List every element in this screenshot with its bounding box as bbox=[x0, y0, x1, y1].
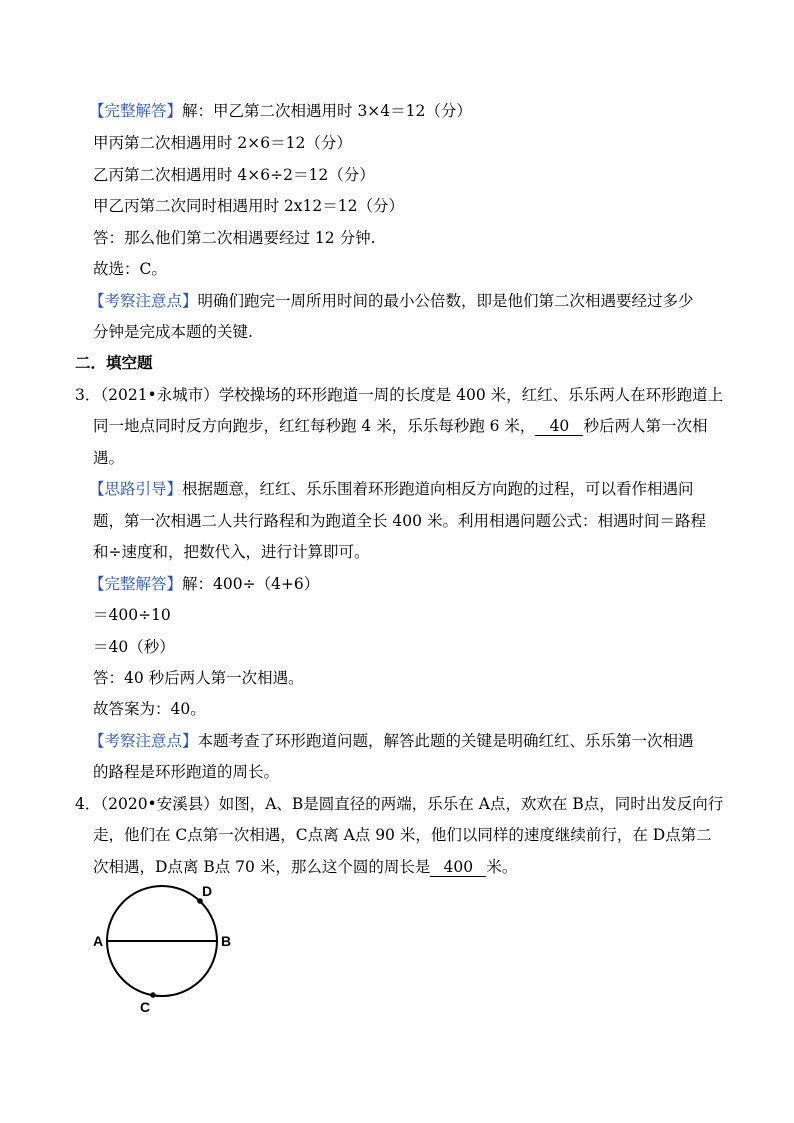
q4-answer-blank: 400 bbox=[430, 859, 486, 877]
q4-line-1: 4．（2020•安溪县）如图，A、B是圆直径的两端，乐乐在 A点，欢欢在 B点，同时出发反向行 bbox=[75, 795, 724, 813]
complete-answer-tag: 【完整解答】 bbox=[89, 575, 183, 593]
note-text: 本题考查了环形跑道问题，解答此题的关键是明确红红、乐乐第一次相遇 bbox=[197, 732, 694, 750]
q4-line-3 bbox=[93, 857, 517, 877]
q3-note-line-2: 的路程是环形跑道的周长。 bbox=[93, 763, 280, 781]
q3-answer-blank: 40 bbox=[535, 418, 583, 436]
complete-answer-tag: 【完整解答】 bbox=[89, 102, 183, 120]
q4-text-b: 米。 bbox=[486, 858, 518, 876]
note-tag: 【考察注意点】 bbox=[89, 292, 198, 310]
answer-line-3: 乙丙第二次相遇用时 4×6÷2＝12（分） bbox=[93, 166, 375, 184]
answer-line-5: 答：那么他们第二次相遇要经过 12 分钟. bbox=[93, 229, 376, 247]
label-a: A bbox=[93, 933, 104, 949]
answer-line-1 bbox=[89, 101, 472, 121]
q3-solution-line-5: 故答案为：40。 bbox=[93, 700, 206, 718]
q4-text-a: 次相遇，D点离 B点 70 米，那么这个圆的周长是 bbox=[93, 858, 431, 876]
answer-line-6: 故选：C。 bbox=[93, 260, 167, 278]
note-text: 明确们跑完一周所用时间的最小公倍数，即是他们第二次相遇要经过多少 bbox=[197, 292, 694, 310]
answer-line-2: 甲丙第二次相遇用时 2×6＝12（分） bbox=[93, 134, 352, 152]
note-tag: 【考察注意点】 bbox=[89, 732, 198, 750]
q3-solution-line-2: ＝400÷10 bbox=[93, 606, 171, 624]
hint-tag: 【思路引导】 bbox=[89, 480, 183, 498]
label-d: D bbox=[202, 883, 213, 899]
point-d-dot bbox=[197, 898, 203, 904]
q3-line-1: 3．（2021•永城市）学校操场的环形跑道一周的长度是 400 米，红红、乐乐两人在环形跑道上 bbox=[75, 386, 724, 404]
label-b: B bbox=[221, 933, 232, 949]
q3-line-3: 遇。 bbox=[93, 449, 125, 467]
q3-solution-line-1 bbox=[89, 574, 319, 594]
q3-hint-line-2: 题，第一次相遇二人共行路程和为跑道全长 400 米。利用相遇问题公式：相遇时间＝路程 bbox=[93, 512, 706, 530]
q3-line-2 bbox=[93, 416, 707, 436]
q3-solution-line-3: ＝40（秒） bbox=[93, 638, 175, 656]
q3-note-line-1 bbox=[89, 731, 694, 751]
q3-text-b: 秒后两人第一次相 bbox=[583, 417, 708, 435]
answer-line-4: 甲乙丙第二次同时相遇用时 2x12＝12（分） bbox=[93, 197, 404, 215]
q3-text-a: 同一地点同时反方向跑步，红红每秒跑 4 米，乐乐每秒跑 6 米， bbox=[93, 417, 536, 435]
circle-diagram bbox=[92, 880, 252, 1020]
hint-text: 根据题意，红红、乐乐围着环形跑道向相反方向跑的过程，可以看作相遇问 bbox=[182, 480, 694, 498]
section-title: 二．填空题 bbox=[75, 354, 153, 372]
note-line-1 bbox=[89, 291, 694, 311]
q4-line-2: 走，他们在 C点第一次相遇，C点离 A点 90 米，他们以同样的速度继续前行，在 D点第二 bbox=[93, 826, 712, 844]
q3-solution-line-4: 答：40 秒后两人第一次相遇。 bbox=[93, 669, 304, 687]
note-line-2: 分钟是完成本题的关键. bbox=[93, 323, 253, 341]
q3-hint-line-1 bbox=[89, 479, 694, 499]
solution-text: 解：400÷（4+6） bbox=[182, 575, 320, 593]
q3-hint-line-3: 和÷速度和，把数代入，进行计算即可。 bbox=[93, 543, 370, 561]
answer-text: 解：甲乙第二次相遇用时 3×4＝12（分） bbox=[182, 102, 472, 120]
point-c-dot bbox=[150, 992, 156, 998]
label-c: C bbox=[140, 999, 151, 1015]
